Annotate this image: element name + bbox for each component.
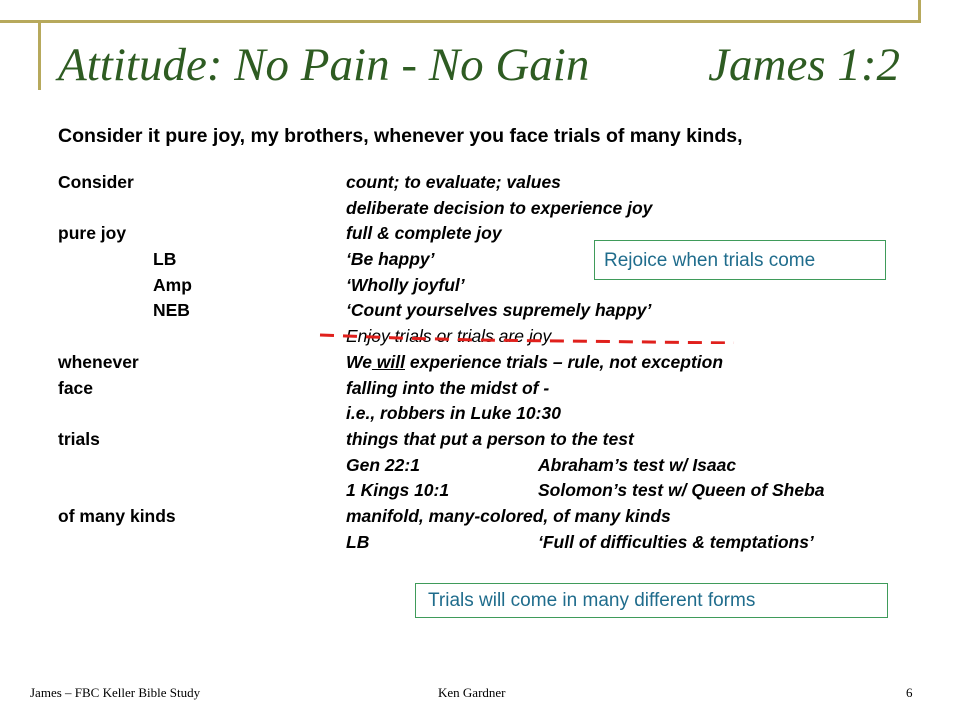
slide-title-reference: James 1:2 — [708, 39, 900, 91]
translation-abbrev: LB — [346, 531, 370, 552]
struck-definition: Enjoy trials or trials are joy — [346, 326, 552, 347]
strikethrough-dashed-line — [318, 330, 736, 344]
definition: ‘Wholly joyful’ — [346, 274, 465, 295]
verse-text: Consider it pure joy, my brothers, whenever you face trials of many kinds, — [58, 125, 743, 147]
term: trials — [58, 428, 100, 449]
underlined-word: will — [371, 351, 405, 372]
definition: manifold, many-colored, of many kinds — [346, 505, 671, 526]
definition-row — [58, 532, 928, 558]
definition: things that put a person to the test — [346, 428, 634, 449]
definition: count; to evaluate; values — [346, 172, 561, 192]
definition-row — [58, 352, 928, 378]
definition-row — [58, 480, 928, 506]
scripture-reference: Gen 22:1 — [346, 454, 420, 475]
definition — [346, 352, 723, 373]
definition-row — [58, 506, 928, 532]
definition-row — [58, 300, 928, 326]
term: face — [58, 377, 94, 398]
callout-rejoice: Rejoice when trials come — [594, 240, 886, 280]
term: whenever — [58, 351, 139, 372]
definition: full & complete joy — [346, 223, 502, 244]
footer-author: Ken Gardner — [438, 685, 506, 700]
slide-title — [58, 38, 908, 98]
definition-row — [58, 455, 928, 481]
definition-row — [58, 198, 928, 224]
page-number: 6 — [906, 685, 913, 700]
definition: falling into the midst of - — [346, 377, 550, 398]
footer-left: James – FBC Keller Bible Study — [30, 685, 201, 700]
term: Consider — [58, 172, 134, 192]
term: of many kinds — [58, 505, 176, 526]
definition-row — [58, 378, 928, 404]
frame-line-right — [918, 0, 921, 23]
definition: i.e., robbers in Luke 10:30 — [346, 403, 561, 424]
term: pure joy — [58, 223, 127, 244]
definition-row — [58, 403, 928, 429]
definition: ‘Be happy’ — [346, 249, 435, 270]
translation-abbrev: LB — [153, 249, 177, 270]
definition-row — [58, 429, 928, 455]
definition: ‘Full of difficulties & temptations’ — [538, 531, 814, 552]
translation-abbrev: Amp — [153, 274, 192, 295]
slide-title-main: Attitude: No Pain - No Gain — [58, 39, 590, 91]
definition: Abraham’s test w/ Isaac — [538, 454, 737, 475]
scripture-reference: 1 Kings 10:1 — [346, 480, 450, 501]
frame-line-top — [40, 20, 920, 23]
translation-abbrev: NEB — [153, 300, 190, 321]
definition: ‘Count yourselves supremely happy’ — [346, 300, 652, 321]
callout-forms: Trials will come in many different forms — [415, 583, 888, 618]
definition-row — [58, 172, 928, 198]
definition: Solomon’s test w/ Queen of Sheba — [538, 480, 825, 501]
definition: deliberate decision to experience joy — [346, 197, 653, 218]
frame-line-left — [38, 20, 41, 90]
definition-part: We — [346, 351, 372, 372]
definition-part: experience trials – rule, not exception — [405, 351, 724, 372]
definition-list — [58, 172, 928, 557]
frame-line-top-left — [0, 20, 40, 23]
